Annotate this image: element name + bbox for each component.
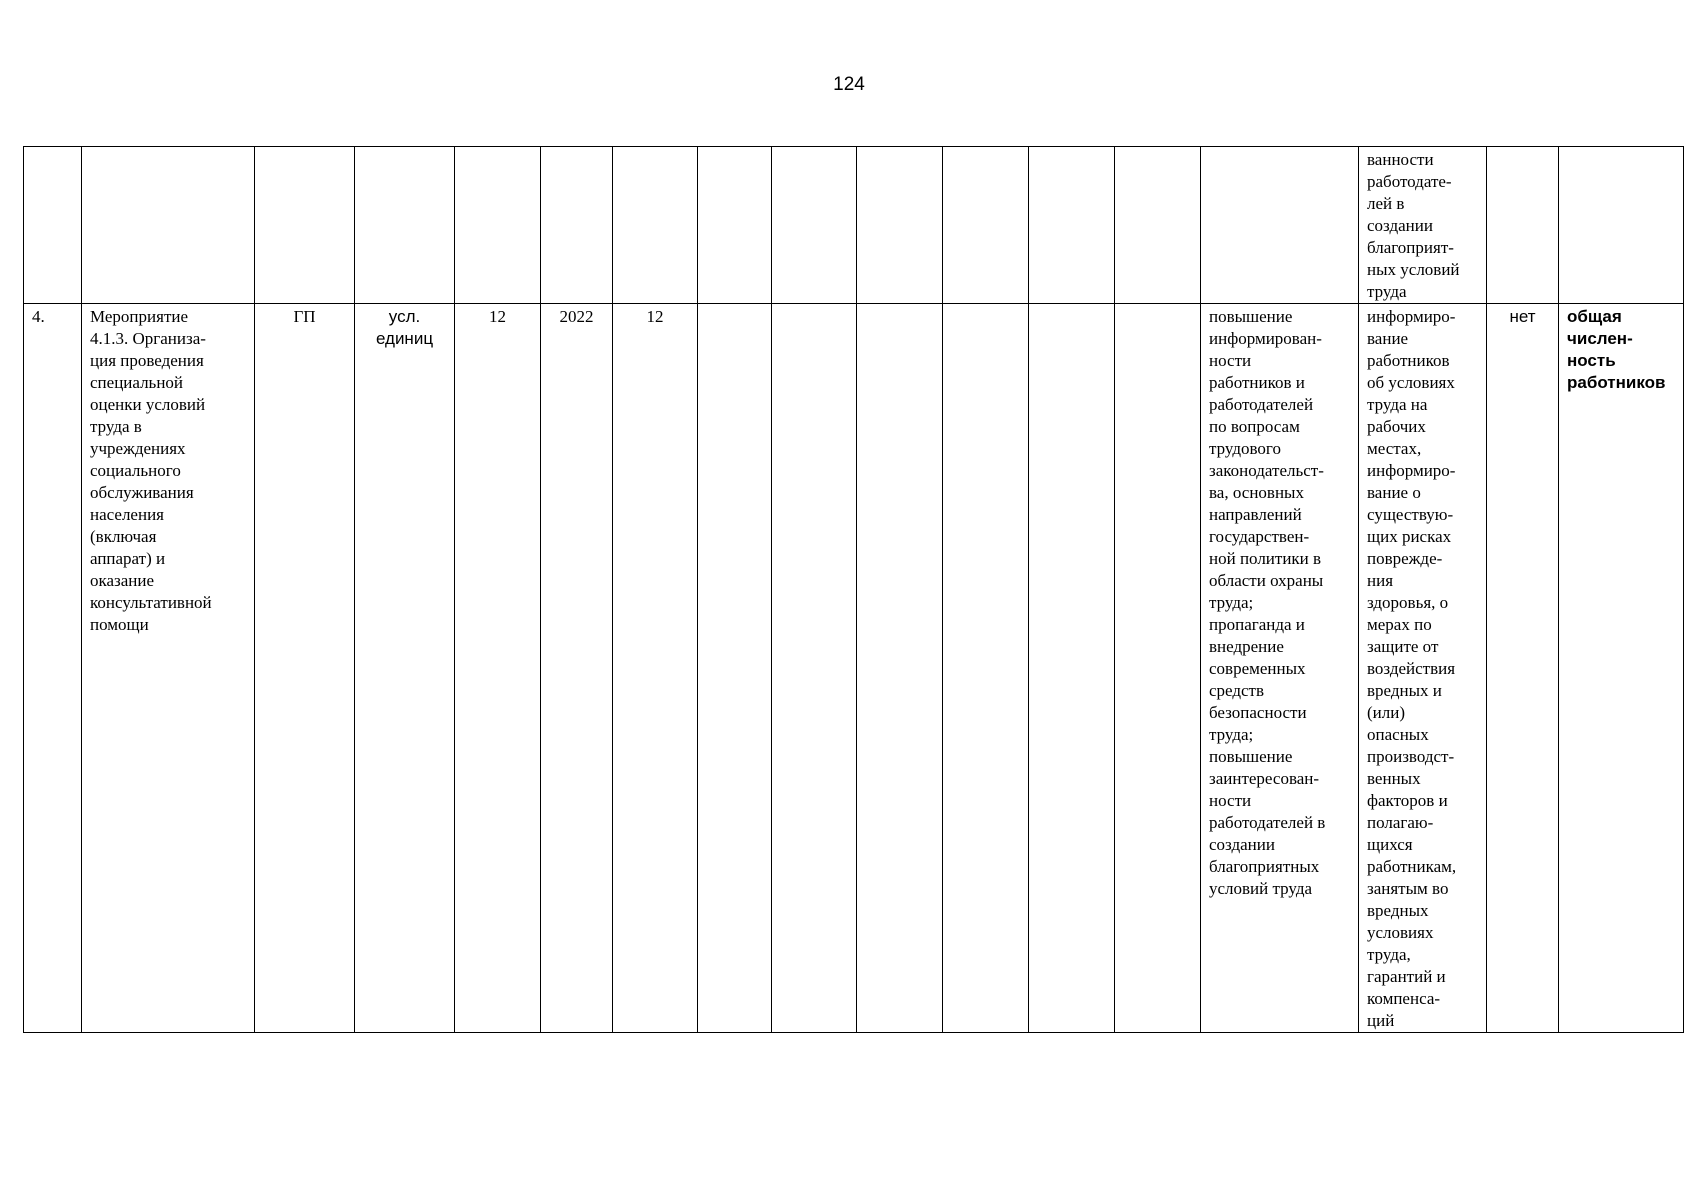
cell-total-empty [1559, 147, 1684, 304]
table-row-4 [24, 304, 1684, 1033]
result-text: информиро- вание работников об условиях труда на рабочих местах, информиро- вание о существую- щих рисках поврежде- ния здоровья, о мерах по защите от воздействия вредных и (или) опасных производст- венных факторов и полагаю- щихся работникам, занятым во вредных условиях труда, гарантий и компенса- ций [1367, 307, 1457, 1030]
cell-empty [772, 304, 857, 1033]
result-continuation-text: ванности работодате- лей в создании благоприят- ных условий труда [1367, 150, 1460, 301]
cell-num [24, 304, 82, 1033]
cell-flag-empty [1487, 147, 1559, 304]
cell-total [1559, 304, 1684, 1033]
cell-target-empty [613, 147, 698, 304]
row-number: 4. [32, 307, 45, 326]
cell-empty [1029, 304, 1115, 1033]
target-value: 12 [646, 307, 664, 326]
cell-empty [943, 147, 1029, 304]
base-value: 12 [489, 307, 506, 326]
cell-goal-empty [1201, 147, 1359, 304]
cell-executor-empty [255, 147, 355, 304]
cell-result-continuation [1359, 147, 1487, 304]
cell-empty [857, 147, 943, 304]
cell-title [82, 304, 255, 1033]
cell-base-value [455, 304, 541, 1033]
cell-empty [698, 304, 772, 1033]
cell-target-value [613, 304, 698, 1033]
cell-goal [1201, 304, 1359, 1033]
table-row-continuation [24, 147, 1684, 304]
goal-text: повышение информирован- ности работников и работодателей по вопросам трудового законодательст- ва, основных направлений государствен- ной политики в области охраны труда; пропаганда и внедрение современных средств безопасности труда; повышение заинтересован- ности работодателей в создании благоприятных условий труда [1209, 307, 1326, 898]
flag-value: нет [1509, 307, 1536, 326]
cell-empty [698, 147, 772, 304]
cell-year-empty [541, 147, 613, 304]
cell-num-empty [24, 147, 82, 304]
cell-result [1359, 304, 1487, 1033]
activity-title: Мероприятие 4.1.3. Организа- ция проведения специальной оценки условий труда в учреждениях социального обслуживания населения (включая аппарат) и оказание консультативной помощи [90, 307, 212, 634]
cell-empty [772, 147, 857, 304]
cell-unit-empty [355, 147, 455, 304]
year-value: 2022 [559, 307, 594, 326]
cell-empty [1115, 304, 1201, 1033]
cell-unit [355, 304, 455, 1033]
cell-executor [255, 304, 355, 1033]
cell-year [541, 304, 613, 1033]
unit-of-measure: усл. единиц [375, 307, 434, 348]
cell-flag [1487, 304, 1559, 1033]
cell-empty [1115, 147, 1201, 304]
cell-title-empty [82, 147, 255, 304]
cell-base-empty [455, 147, 541, 304]
program-activities-table [23, 146, 1684, 1033]
cell-empty [943, 304, 1029, 1033]
cell-empty [1029, 147, 1115, 304]
page-number: 124 [833, 74, 865, 95]
executor-code: ГП [293, 307, 316, 326]
indicator-text: общая числен- ность работников [1567, 307, 1666, 392]
cell-empty [857, 304, 943, 1033]
